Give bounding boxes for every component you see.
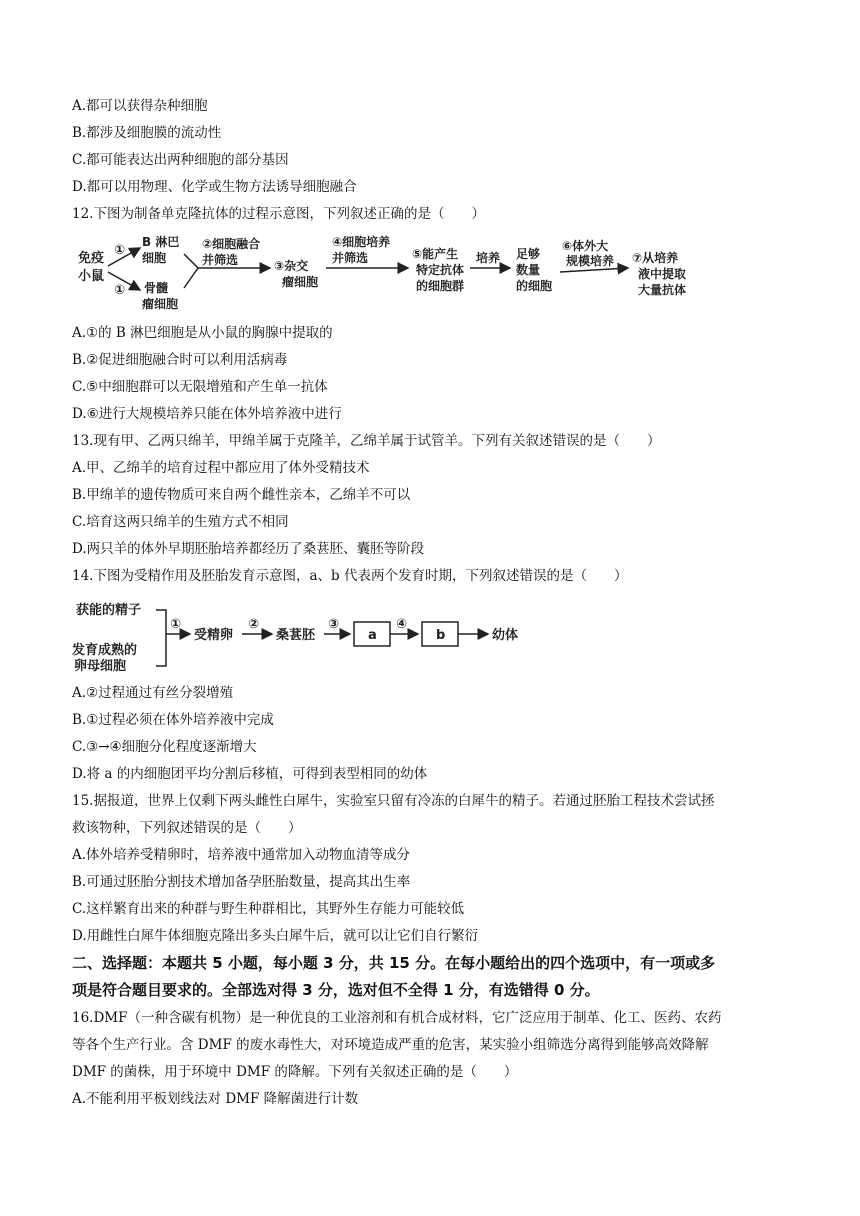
step5-label-1: ⑤能产生 xyxy=(412,247,459,261)
monoclonal-antibody-diagram xyxy=(72,232,712,314)
q15-stem-line2: 救该物种，下列叙述错误的是（ ） xyxy=(72,820,302,836)
hybridoma-label-2: 瘤细胞 xyxy=(282,275,319,289)
q12-option-c: C.⑤中细胞群可以无限增殖和产生单一抗体 xyxy=(72,379,328,395)
step7-label-1: ⑦从培养 xyxy=(632,251,679,265)
q14-option-b: B.①过程必须在体外培养液中完成 xyxy=(72,712,274,728)
step4-label-1: ④细胞培养 xyxy=(332,235,391,249)
step5-label-3: 的细胞群 xyxy=(416,279,465,293)
q15-stem-line1: 15.据报道，世界上仅剩下两头雌性白犀牛，实验室只留有冷冻的白犀牛的精子。若通过胚胎工程技术尝试拯 xyxy=(72,793,715,809)
q16-option-a: A.不能利用平板划线法对 DMF 降解菌进行计数 xyxy=(72,1091,359,1107)
q12-option-b: B.②促进细胞融合时可以利用活病毒 xyxy=(72,352,288,368)
section2-header-line2: 项是符合题目要求的。全部选对得 3 分，选对但不全得 1 分，有选错得 0 分。 xyxy=(72,981,600,999)
step2-label-2: 并筛选 xyxy=(202,253,239,267)
q13-option-a: A.甲、乙绵羊的培育过程中都应用了体外受精技术 xyxy=(72,460,370,476)
q12-stem: 12.下图为制备单克隆抗体的过程示意图，下列叙述正确的是（ ） xyxy=(72,206,485,222)
q15-option-a: A.体外培养受精卵时，培养液中通常加入动物血清等成分 xyxy=(72,847,411,863)
step1-label-bottom: ① xyxy=(114,283,126,298)
q13-option-d: D.两只羊的体外早期胚胎培养都经历了桑葚胚、囊胚等阶段 xyxy=(72,541,425,557)
q11-option-a: A.都可以获得杂种细胞 xyxy=(72,98,208,114)
q16-stem-line1: 16.DMF（一种含碳有机物）是一种优良的工业溶剂和有机合成材料，它广泛应用于制革、化工、医药、农药 xyxy=(72,1010,722,1026)
zygote-label: 受精卵 xyxy=(194,628,234,643)
enough-label-3: 的细胞 xyxy=(516,279,553,293)
myeloma-label-2: 瘤细胞 xyxy=(142,297,179,311)
egg-label-2: 卵母细胞 xyxy=(74,659,127,674)
q11-option-d: D.都可以用物理、化学或生物方法诱导细胞融合 xyxy=(72,179,357,195)
b-cell-label-1: B 淋巴 xyxy=(142,235,180,249)
young-label: 幼体 xyxy=(492,628,519,643)
step2-label: ② xyxy=(248,617,260,632)
q13-option-b: B.甲绵羊的遗传物质可来自两个雌性亲本，乙绵羊不可以 xyxy=(72,487,411,503)
step4-label: ④ xyxy=(396,617,408,632)
morula-label: 桑葚胚 xyxy=(276,628,316,643)
egg-label-1: 发育成熟的 xyxy=(72,643,138,658)
step1-label: ① xyxy=(170,617,182,632)
mouse-label-2: 小鼠 xyxy=(78,269,105,284)
sperm-label: 获能的精子 xyxy=(76,603,142,618)
q13-stem: 13.现有甲、乙两只绵羊，甲绵羊属于克隆羊，乙绵羊属于试管羊。下列有关叙述错误的是（ ） xyxy=(72,433,661,449)
q16-stem-line3: DMF 的菌株，用于环境中 DMF 的降解。下列有关叙述正确的是（ ） xyxy=(72,1064,518,1080)
step3-label: ③ xyxy=(328,617,340,632)
fertilization-diagram xyxy=(72,596,542,676)
q14-option-d: D.将 a 的内细胞团平均分割后移植，可得到表型相同的幼体 xyxy=(72,766,428,782)
q11-option-b: B.都涉及细胞膜的流动性 xyxy=(72,125,222,141)
q15-option-b: B.可通过胚胎分割技术增加备孕胚胎数量，提高其出生率 xyxy=(72,874,411,890)
q13-option-c: C.培育这两只绵羊的生殖方式不相同 xyxy=(72,514,289,530)
q11-option-c: C.都可能表达出两种细胞的部分基因 xyxy=(72,152,289,168)
step6-label-1: ⑥体外大 xyxy=(562,239,609,253)
step7-label-3: 大量抗体 xyxy=(638,283,687,297)
culture-label: 培养 xyxy=(476,251,501,265)
step7-label-2: 液中提取 xyxy=(638,267,687,281)
q15-option-c: C.这样繁育出来的种群与野生种群相比，其野外生存能力可能较低 xyxy=(72,901,465,917)
b-cell-label-2: 细胞 xyxy=(142,251,167,265)
enough-label-2: 数量 xyxy=(516,263,541,277)
step5-label-2: 特定抗体 xyxy=(416,263,465,277)
myeloma-label-1: 骨髓 xyxy=(144,281,169,295)
q14-option-a: A.②过程通过有丝分裂增殖 xyxy=(72,685,234,701)
stage-b-label: b xyxy=(436,628,446,643)
q14-stem: 14.下图为受精作用及胚胎发育示意图，a、b 代表两个发育时期，下列叙述错误的是（ ） xyxy=(72,568,628,584)
mouse-label-1: 免疫 xyxy=(78,251,105,266)
step1-label-top: ① xyxy=(114,243,126,258)
enough-label-1: 足够 xyxy=(516,247,541,261)
step4-label-2: 并筛选 xyxy=(332,251,369,265)
q12-option-d: D.⑥进行大规模培养只能在体外培养液中进行 xyxy=(72,406,342,422)
q12-option-a: A.①的 B 淋巴细胞是从小鼠的胸腺中提取的 xyxy=(72,325,333,341)
step2-label-1: ②细胞融合 xyxy=(202,237,261,251)
step6-label-2: 规模培养 xyxy=(566,254,615,268)
q16-stem-line2: 等各个生产行业。含 DMF 的废水毒性大，对环境造成严重的危害，某实验小组筛选分离得到能够高效降解 xyxy=(72,1037,709,1053)
q14-option-c: C.③→④细胞分化程度逐渐增大 xyxy=(72,739,257,755)
stage-a-label: a xyxy=(368,628,377,643)
hybridoma-label-1: ③杂交 xyxy=(274,259,309,273)
section2-header-line1: 二、选择题：本题共 5 小题，每小题 3 分，共 15 分。在每小题给出的四个选项中，有一项或多 xyxy=(72,954,716,972)
q15-option-d: D.用雌性白犀牛体细胞克隆出多头白犀牛后，就可以让它们自行繁衍 xyxy=(72,928,479,944)
